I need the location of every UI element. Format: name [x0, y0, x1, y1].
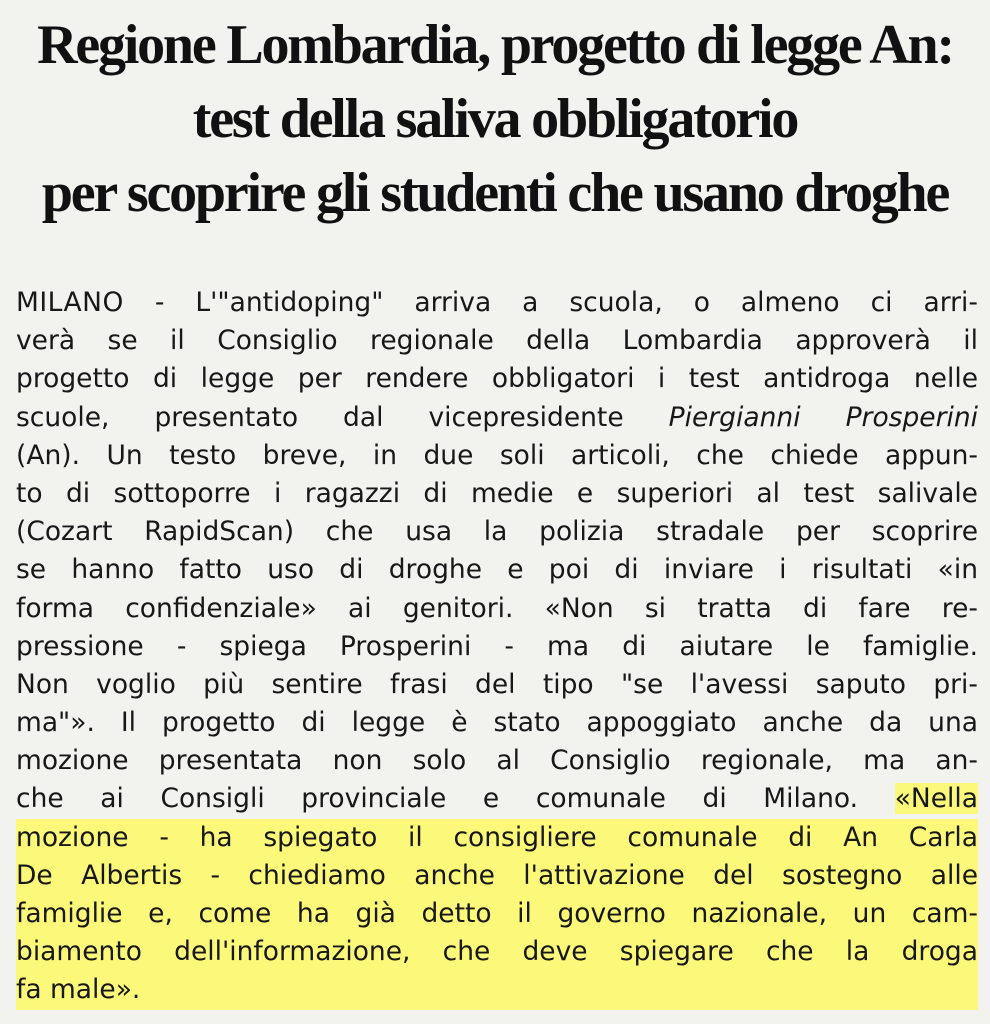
body-line: to di sottoporre i ragazzi di medie e superiori al test salivale [16, 477, 978, 509]
body-line: mozione presentata non solo al Consiglio regionale, ma an- [16, 745, 978, 777]
body-line [16, 284, 978, 322]
body-line: se hanno fatto uso di droghe e poi di inviare i risultati «in [16, 554, 978, 586]
highlighted-line: famiglie e, come ha già detto il governo nazionale, un cam- [16, 895, 978, 933]
headline-line-1: Regione Lombardia, progetto di legge An: [37, 14, 953, 76]
body-line [16, 399, 978, 437]
headline-line-2: test della saliva obbligatorio [192, 88, 798, 150]
body-line: forma confidenziale» ai genitori. «Non si tratta di fare re- [16, 592, 978, 624]
body-line: ma"». Il progetto di legge è stato appoggiato anche da una [16, 707, 978, 739]
headline-line-3: per scoprire gli studenti che usano droghe [41, 162, 949, 224]
dateline: MILANO [16, 287, 124, 318]
body-line-text: scuole, presentato dal vicepresidente [16, 401, 669, 433]
article-body [16, 284, 978, 1010]
highlighted-line: biamento dell'informazione, che deve spiegare che la droga [16, 933, 978, 971]
highlighted-line: De Albertis - chiediamo anche l'attivazione del sostegno alle [16, 857, 978, 895]
highlighted-quote-start: «Nella [894, 783, 978, 815]
body-line: (An). Un testo breve, in due soli articoli, che chiede appun- [16, 439, 978, 471]
highlighted-line [16, 971, 978, 1009]
body-line: pressione - spiega Prosperini - ma di aiutare le famiglie. [16, 630, 978, 662]
body-line: verà se il Consiglio regionale della Lombardia approverà il [16, 325, 978, 357]
body-line: progetto di legge per rendere obbligatori i test antidroga nelle [16, 363, 978, 395]
body-line-text: - L'"antidoping" arriva a scuola, o almeno ci arri- [123, 287, 978, 318]
body-line-text: fa male». [16, 974, 141, 1006]
body-line [16, 780, 978, 818]
body-line: Non voglio più sentire frasi del tipo "se l'avessi saputo pri- [16, 668, 978, 700]
headline [0, 8, 990, 230]
body-line: (Cozart RapidScan) che usa la polizia stradale per scoprire [16, 516, 978, 548]
highlighted-line: mozione - ha spiegato il consigliere comunale di An Carla [16, 819, 978, 857]
body-line-text: che ai Consigli provinciale e comunale di Milano. [16, 783, 895, 815]
person-name: Piergianni Prosperini [668, 401, 978, 433]
